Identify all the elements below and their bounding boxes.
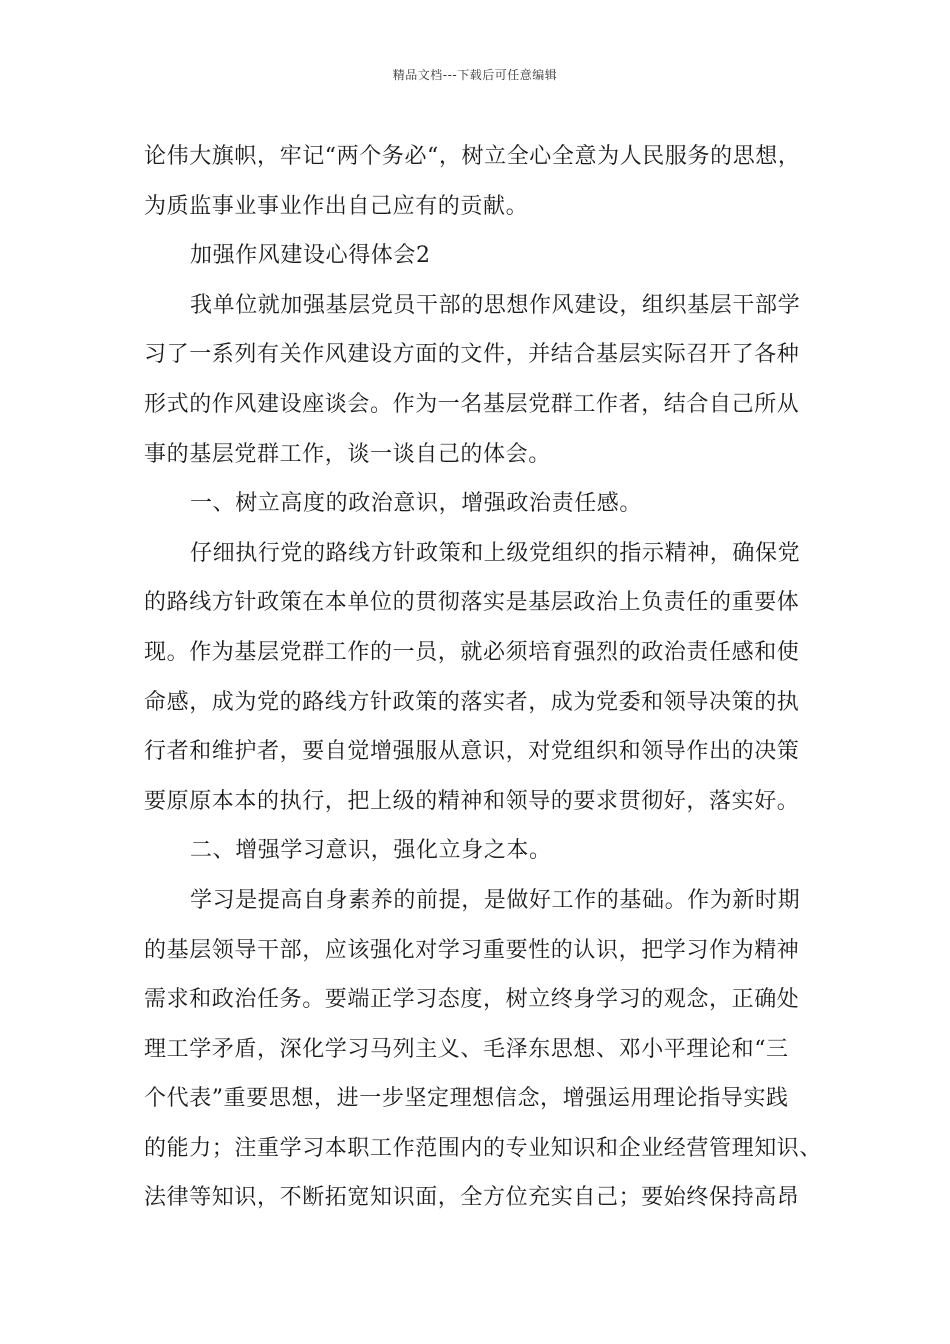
text-line: 个代表”重要思想，进一步坚定理想信念，增强运用理论指导实践 [144,1086,789,1112]
text-line: 命感，成为党的路线方针政策的落实者，成为党委和领导决策的执 [144,689,800,715]
text-line: 理工学矛盾，深化学习马列主义、毛泽东思想、邓小平理论和“三 [144,1036,789,1062]
text-line: 论伟大旗帜，牢记“两个务必“，树立全心全意为人民服务的思想， [144,144,801,169]
text-line: 现。作为基层党群工作的一员，就必须培育强烈的政治责任感和使 [144,639,800,665]
text-line: 习了一系列有关作风建设方面的文件，并结合基层实际召开了各种 [144,342,800,368]
text-line: 加强作风建设心得体会2 [190,243,431,269]
text-line: 事的基层党群工作，谈一谈自己的体会。 [144,441,551,467]
text-line: 我单位就加强基层党员干部的思想作风建设，组织基层干部学 [190,292,801,318]
text-line: 形式的作风建设座谈会。作为一名基层党群工作者，结合自己所从 [144,391,800,417]
text-line: 学习是提高自身素养的前提，是做好工作的基础。作为新时期 [190,887,801,913]
text-line: 为质监事业事业作出自己应有的贡献。 [144,193,529,219]
text-line: 法律等知识，不断拓宽知识面，全方位充实自己；要始终保持高昂 [144,1185,800,1211]
text-line: 一、树立高度的政治意识，增强政治责任感。 [190,491,643,517]
text-line: 仔细执行党的路线方针政策和上级党组织的指示精神，确保党 [190,540,801,566]
text-line: 的基层领导干部，应该强化对学习重要性的认识，把学习作为精神 [144,937,800,963]
text-line: 的能力；注重学习本职工作范围内的专业知识和企业经营管理知识、 [144,1135,823,1161]
document-body [144,132,824,1223]
text-line: 要原原本本的执行，把上级的精神和领导的要求贯彻好，落实好。 [144,788,800,814]
text-line: 二、增强学习意识，强化立身之本。 [190,838,552,864]
text-line: 行者和维护者，要自觉增强服从意识，对党组织和领导作出的决策 [144,739,800,765]
text-line: 的路线方针政策在本单位的贯彻落实是基层政治上负责任的重要体 [144,590,800,616]
page-header: 精品文档---下载后可任意编辑 [392,68,558,82]
text-line: 需求和政治任务。要端正学习态度，树立终身学习的观念，正确处 [144,987,800,1013]
